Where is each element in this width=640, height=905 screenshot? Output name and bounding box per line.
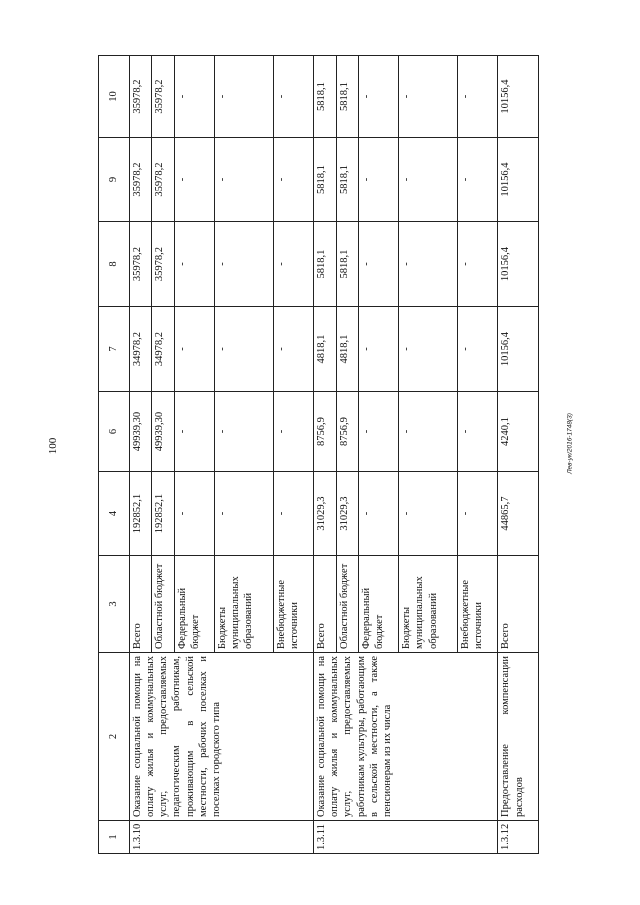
value-cell: - — [215, 56, 274, 138]
funding-source: Областной бюджет — [152, 556, 174, 653]
value-cell: 5818,1 — [314, 138, 336, 222]
header-cell: 10 — [99, 56, 130, 138]
value-cell: 10156,4 — [498, 138, 539, 222]
value-cell: 4818,1 — [336, 307, 358, 392]
value-cell: - — [273, 222, 313, 307]
value-cell: - — [457, 307, 497, 392]
funding-source: Внебюджетные источники — [457, 556, 497, 653]
header-cell: 1 — [99, 821, 130, 854]
funding-source: Всего — [314, 556, 336, 653]
value-cell: - — [215, 392, 274, 472]
funding-source: Всего — [498, 556, 539, 653]
value-cell: - — [273, 472, 313, 556]
value-cell: 35978,2 — [130, 56, 152, 138]
value-cell: 192852,1 — [130, 472, 152, 556]
document-reference: Лев-ук/2016-1748(3) — [566, 413, 574, 474]
rotated-table-container — [98, 56, 539, 854]
value-cell: - — [358, 392, 398, 472]
row-code: 1.3.10 — [130, 821, 314, 854]
value-cell: - — [457, 56, 497, 138]
value-cell: 10156,4 — [498, 56, 539, 138]
header-cell: 6 — [99, 392, 130, 472]
value-cell: - — [273, 392, 313, 472]
value-cell: - — [358, 472, 398, 556]
value-cell: 49939,30 — [152, 392, 174, 472]
value-cell: - — [358, 222, 398, 307]
value-cell: 192852,1 — [152, 472, 174, 556]
value-cell: - — [215, 307, 274, 392]
header-cell: 2 — [99, 653, 130, 821]
row-code: 1.3.12 — [498, 821, 539, 854]
value-cell: 49939,30 — [130, 392, 152, 472]
header-cell: 9 — [99, 138, 130, 222]
value-cell: 10156,4 — [498, 222, 539, 307]
value-cell: 35978,2 — [130, 222, 152, 307]
value-cell: - — [399, 138, 458, 222]
value-cell: - — [174, 392, 214, 472]
table-row — [498, 56, 539, 854]
value-cell: - — [273, 138, 313, 222]
value-cell: 35978,2 — [152, 138, 174, 222]
row-description: Оказание социальной помощи на оплату жилья и коммунальных услуг, предоставляемых работникам культуры, работающим в сельской местности, а также пенсионерам из их числа — [314, 653, 498, 821]
value-cell: 44865,7 — [498, 472, 539, 556]
value-cell: - — [399, 222, 458, 307]
value-cell: - — [273, 56, 313, 138]
value-cell: 5818,1 — [336, 222, 358, 307]
value-cell: 5818,1 — [336, 56, 358, 138]
header-cell: 3 — [99, 556, 130, 653]
value-cell: 31029,3 — [314, 472, 336, 556]
value-cell: 8756,9 — [336, 392, 358, 472]
value-cell: 35978,2 — [152, 56, 174, 138]
value-cell: - — [457, 472, 497, 556]
header-row — [99, 56, 130, 854]
value-cell: - — [174, 472, 214, 556]
value-cell: - — [174, 56, 214, 138]
funding-source: Внебюджетные источники — [273, 556, 313, 653]
value-cell: 4240,1 — [498, 392, 539, 472]
value-cell: - — [215, 472, 274, 556]
value-cell: - — [358, 138, 398, 222]
value-cell: 34978,2 — [130, 307, 152, 392]
funding-source: Всего — [130, 556, 152, 653]
value-cell: 5818,1 — [314, 56, 336, 138]
value-cell: 10156,4 — [498, 307, 539, 392]
value-cell: 5818,1 — [314, 222, 336, 307]
value-cell: - — [457, 138, 497, 222]
page-number: 100 — [47, 437, 59, 455]
value-cell: - — [457, 392, 497, 472]
funding-source: Бюджеты муниципальных образований — [215, 556, 274, 653]
row-code: 1.3.11 — [314, 821, 498, 854]
value-cell: 35978,2 — [152, 222, 174, 307]
value-cell: 35978,2 — [130, 138, 152, 222]
value-cell: - — [174, 307, 214, 392]
table-row — [314, 56, 336, 854]
row-description: Оказание социальной помощи на оплату жилья и коммунальных услуг, предоставляемых педагогическим работникам, проживающим в сельской местности, рабочих поселках и поселках городского типа — [130, 653, 314, 821]
value-cell: 34978,2 — [152, 307, 174, 392]
value-cell: 5818,1 — [336, 138, 358, 222]
budget-table — [98, 55, 539, 854]
row-description: Предоставление компенсации расходов — [498, 653, 539, 821]
header-cell: 8 — [99, 222, 130, 307]
value-cell: - — [358, 56, 398, 138]
value-cell: - — [399, 392, 458, 472]
funding-source: Федеральный бюджет — [358, 556, 398, 653]
value-cell: 8756,9 — [314, 392, 336, 472]
header-cell: 4 — [99, 472, 130, 556]
value-cell: - — [174, 222, 214, 307]
value-cell: - — [399, 56, 458, 138]
funding-source: Областной бюджет — [336, 556, 358, 653]
value-cell: 4818,1 — [314, 307, 336, 392]
value-cell: 31029,3 — [336, 472, 358, 556]
value-cell: - — [358, 307, 398, 392]
value-cell: - — [457, 222, 497, 307]
funding-source: Бюджеты муниципальных образований — [399, 556, 458, 653]
funding-source: Федеральный бюджет — [174, 556, 214, 653]
value-cell: - — [399, 307, 458, 392]
value-cell: - — [174, 138, 214, 222]
value-cell: - — [399, 472, 458, 556]
value-cell: - — [273, 307, 313, 392]
table-row — [130, 56, 152, 854]
value-cell: - — [215, 222, 274, 307]
value-cell: - — [215, 138, 274, 222]
header-cell: 7 — [99, 307, 130, 392]
